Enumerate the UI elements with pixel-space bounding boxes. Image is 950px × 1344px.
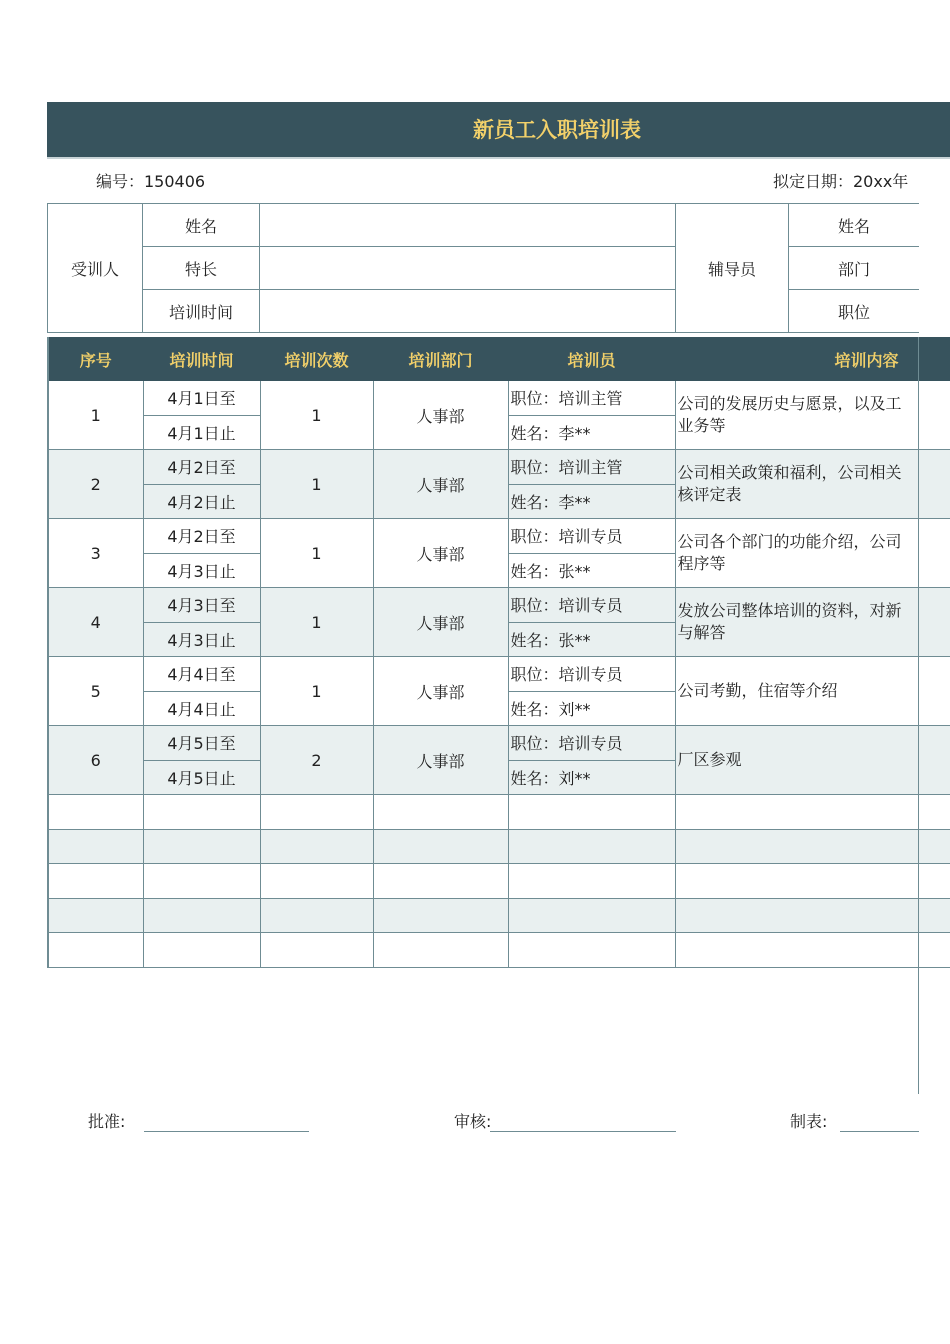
row-end-date: 4月3日止 — [143, 553, 260, 588]
empty-cell[interactable] — [675, 829, 950, 864]
row-content — [675, 450, 950, 519]
row-start-date: 4月2日至 — [143, 519, 260, 554]
header-no: 序号 — [48, 338, 143, 381]
row-dept: 人事部 — [373, 450, 508, 519]
empty-cell[interactable] — [260, 933, 373, 968]
empty-cell[interactable] — [675, 898, 950, 933]
empty-cell[interactable] — [143, 829, 260, 864]
empty-cell[interactable] — [48, 864, 143, 899]
tutor-dept-label: 部门 — [789, 247, 920, 290]
header-training-content: 培训内容 — [675, 338, 950, 381]
trainee-specialty-field[interactable] — [260, 247, 676, 290]
row-trainer-name: 姓名：张** — [508, 622, 675, 657]
table-row — [48, 381, 950, 416]
row-dept: 人事部 — [373, 381, 508, 450]
row-trainer-name: 姓名：刘** — [508, 760, 675, 795]
made-by-label: 制表: — [790, 1112, 828, 1131]
empty-row — [48, 795, 950, 830]
trainee-time-field[interactable] — [260, 290, 676, 333]
row-trainer-position: 职位：培训专员 — [508, 657, 675, 692]
empty-cell[interactable] — [508, 898, 675, 933]
row-start-date: 4月3日至 — [143, 588, 260, 623]
empty-row — [48, 829, 950, 864]
row-count: 2 — [260, 726, 373, 795]
form-number: 编号：150406 — [96, 172, 206, 191]
empty-cell[interactable] — [48, 898, 143, 933]
table-row — [48, 726, 950, 761]
row-end-date: 4月5日止 — [143, 760, 260, 795]
row-trainer-position: 职位：培训专员 — [508, 726, 675, 761]
row-trainer-position: 职位：培训主管 — [508, 450, 675, 485]
row-content-line1: 公司相关政策和福利，公司相关 — [677, 463, 902, 482]
table-right-edge — [918, 337, 919, 1094]
row-count: 1 — [260, 519, 373, 588]
approve-signature-line[interactable] — [144, 1131, 309, 1132]
row-no: 6 — [48, 726, 143, 795]
row-no: 5 — [48, 657, 143, 726]
trainee-info-table — [47, 203, 919, 333]
empty-cell[interactable] — [143, 898, 260, 933]
row-trainer-name: 姓名：张** — [508, 553, 675, 588]
row-content-line1: 公司考勤，住宿等介绍 — [677, 681, 838, 700]
empty-cell[interactable] — [508, 795, 675, 830]
empty-cell[interactable] — [508, 864, 675, 899]
row-content-line1: 发放公司整体培训的资料，对新 — [677, 601, 902, 620]
row-end-date: 4月1日止 — [143, 415, 260, 450]
empty-cell[interactable] — [260, 898, 373, 933]
row-trainer-name: 姓名：李** — [508, 484, 675, 519]
header-training-dept: 培训部门 — [373, 338, 508, 381]
empty-cell[interactable] — [143, 795, 260, 830]
row-content-line2: 业务等 — [677, 416, 726, 435]
row-count: 1 — [260, 588, 373, 657]
trainee-name-label: 姓名 — [143, 204, 260, 247]
row-content — [675, 657, 950, 726]
made-by-signature-line[interactable] — [840, 1131, 919, 1132]
empty-cell[interactable] — [260, 829, 373, 864]
review-label: 审核: — [454, 1112, 492, 1131]
table-row — [48, 519, 950, 554]
row-content — [675, 519, 950, 588]
empty-row — [48, 898, 950, 933]
empty-row — [48, 864, 950, 899]
row-no: 3 — [48, 519, 143, 588]
row-dept: 人事部 — [373, 657, 508, 726]
trainee-name-field[interactable] — [260, 204, 676, 247]
row-content-line2: 程序等 — [677, 554, 726, 573]
tutor-position-label: 职位 — [789, 290, 920, 333]
empty-cell[interactable] — [508, 933, 675, 968]
row-count: 1 — [260, 450, 373, 519]
row-dept: 人事部 — [373, 519, 508, 588]
tutor-name-label: 姓名 — [789, 204, 920, 247]
empty-row — [48, 933, 950, 968]
row-trainer-position: 职位：培训专员 — [508, 519, 675, 554]
row-start-date: 4月5日至 — [143, 726, 260, 761]
row-trainer-name: 姓名：李** — [508, 415, 675, 450]
row-end-date: 4月2日止 — [143, 484, 260, 519]
row-content — [675, 588, 950, 657]
empty-cell[interactable] — [373, 933, 508, 968]
row-no: 1 — [48, 381, 143, 450]
row-content — [675, 726, 950, 795]
row-trainer-name: 姓名：刘** — [508, 691, 675, 726]
row-content — [675, 381, 950, 450]
row-count: 1 — [260, 657, 373, 726]
row-dept: 人事部 — [373, 588, 508, 657]
empty-cell[interactable] — [675, 864, 950, 899]
header-training-count: 培训次数 — [260, 338, 373, 381]
empty-cell[interactable] — [48, 933, 143, 968]
row-content-line1: 厂区参观 — [677, 750, 742, 769]
row-start-date: 4月2日至 — [143, 450, 260, 485]
trainee-specialty-label: 特长 — [143, 247, 260, 290]
row-content-line2: 与解答 — [677, 623, 726, 642]
empty-cell[interactable] — [675, 795, 950, 830]
empty-cell[interactable] — [373, 898, 508, 933]
approve-label: 批准: — [88, 1112, 126, 1131]
empty-cell[interactable] — [260, 795, 373, 830]
table-row — [48, 657, 950, 692]
table-row — [48, 588, 950, 623]
row-content-line1: 公司各个部门的功能介绍，公司 — [677, 532, 902, 551]
row-trainer-position: 职位：培训主管 — [508, 381, 675, 416]
empty-cell[interactable] — [675, 933, 950, 968]
empty-cell[interactable] — [373, 864, 508, 899]
row-trainer-position: 职位：培训专员 — [508, 588, 675, 623]
row-start-date: 4月1日至 — [143, 381, 260, 416]
row-end-date: 4月3日止 — [143, 622, 260, 657]
empty-cell[interactable] — [373, 829, 508, 864]
trainee-time-label: 培训时间 — [143, 290, 260, 333]
review-signature-line[interactable] — [490, 1131, 676, 1132]
row-content-line1: 公司的发展历史与愿景，以及工 — [677, 394, 902, 413]
row-end-date: 4月4日止 — [143, 691, 260, 726]
empty-cell[interactable] — [373, 795, 508, 830]
training-schedule-table — [47, 337, 950, 968]
empty-cell[interactable] — [143, 864, 260, 899]
trainee-label: 受训人 — [48, 204, 143, 333]
row-no: 2 — [48, 450, 143, 519]
header-training-time: 培训时间 — [143, 338, 260, 381]
schedule-area — [47, 337, 950, 1094]
header-trainer: 培训员 — [508, 338, 675, 381]
table-header-row — [48, 338, 950, 381]
empty-cell[interactable] — [508, 829, 675, 864]
row-no: 4 — [48, 588, 143, 657]
table-row — [48, 450, 950, 485]
empty-cell[interactable] — [260, 864, 373, 899]
row-start-date: 4月4日至 — [143, 657, 260, 692]
draft-date: 拟定日期：20xx年 — [773, 172, 909, 191]
page-title: 新员工入职培训表 — [473, 118, 641, 142]
row-dept: 人事部 — [373, 726, 508, 795]
empty-cell[interactable] — [143, 933, 260, 968]
row-count: 1 — [260, 381, 373, 450]
empty-cell[interactable] — [48, 795, 143, 830]
row-content-line2: 核评定表 — [677, 485, 742, 504]
tutor-label: 辅导员 — [676, 204, 789, 333]
empty-cell[interactable] — [48, 829, 143, 864]
